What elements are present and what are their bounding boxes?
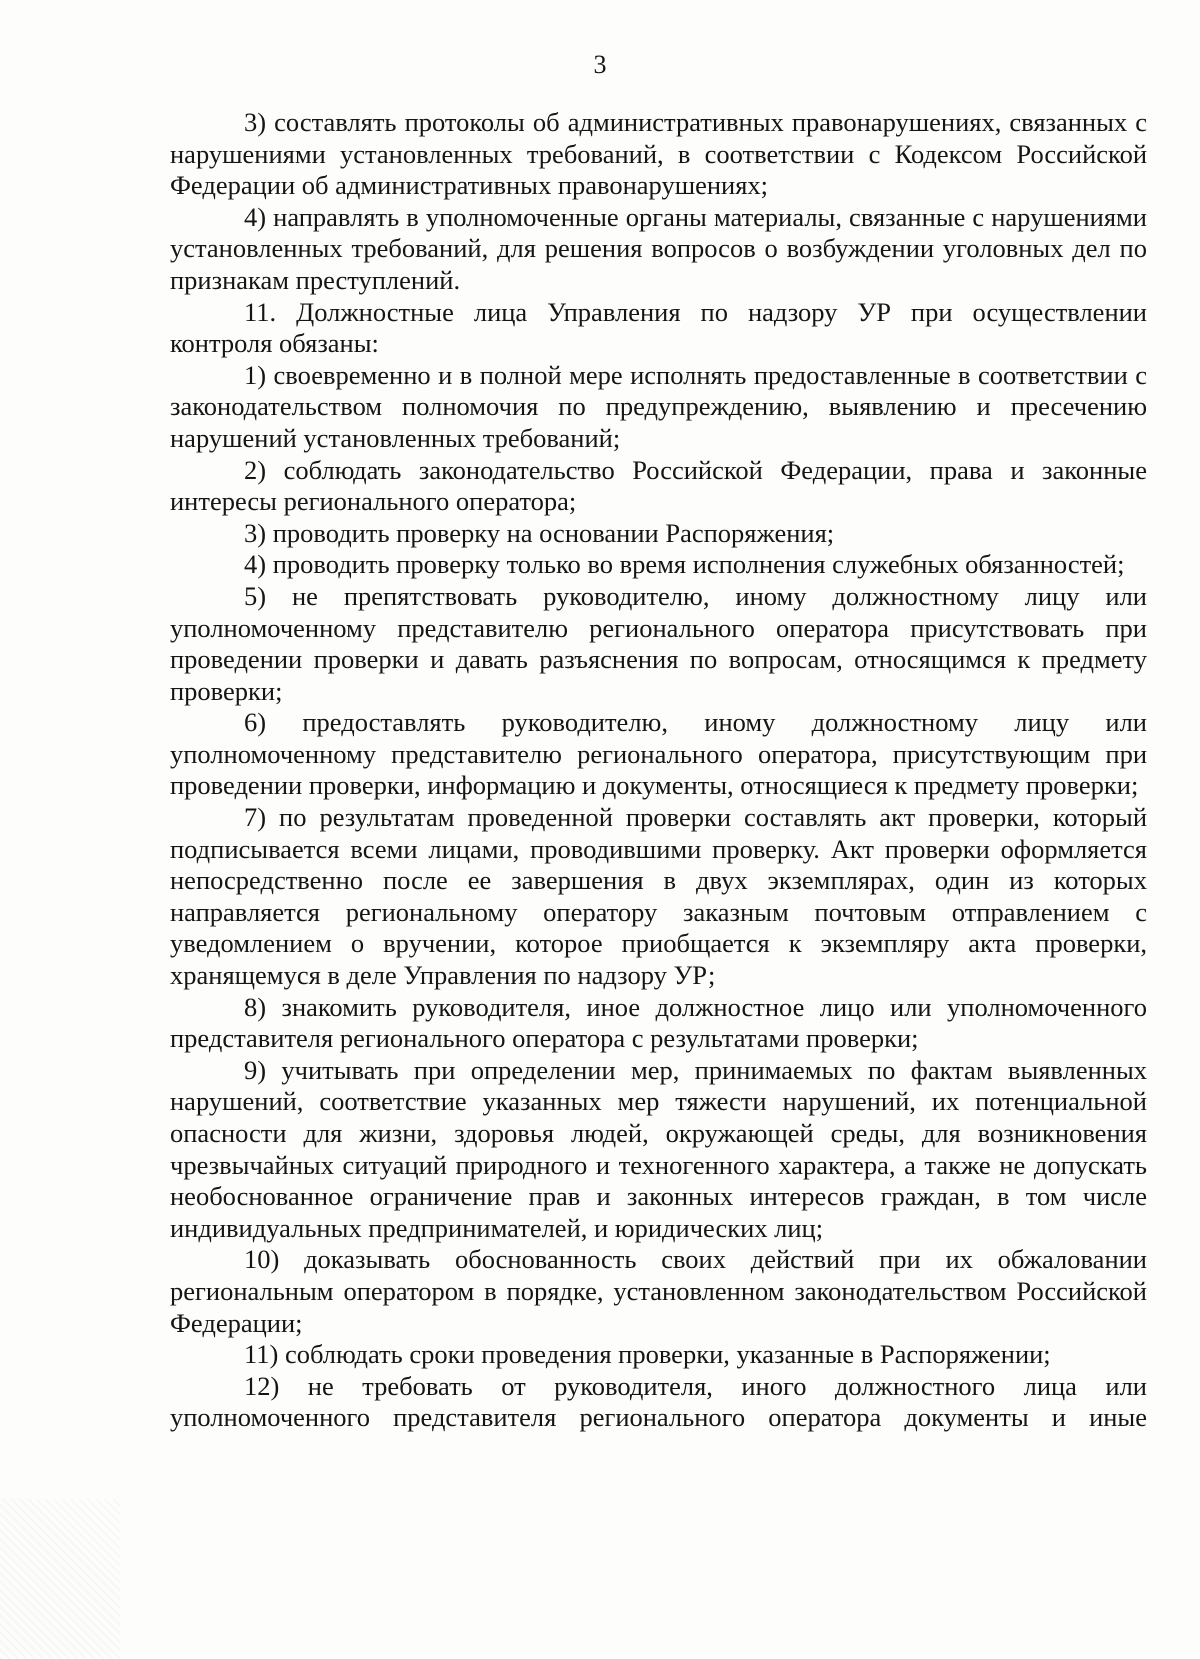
paragraph-duty-10: 10) доказывать обоснованность своих действий при их обжаловании региональным оператором в порядке, установленном законодательством Российской Федерации; [170, 1244, 1147, 1338]
paragraph-duty-5: 5) не препятствовать руководителю, иному должностному лицу или уполномоченному представителю регионального оператора присутствовать при проведении проверки и давать разъяснения по вопросам, относящимся к предмету проверки; [170, 580, 1147, 706]
scan-noise-decoration [0, 1499, 120, 1659]
paragraph-duty-6: 6) предоставлять руководителю, иному должностному лицу или уполномоченному представителю регионального оператора, присутствующим при проведении проверки, информацию и документы, относящиеся к предмету проверки; [170, 707, 1147, 801]
document-body [170, 107, 1147, 1434]
paragraph-duty-12: 12) не требовать от руководителя, иного должностного лица или уполномоченного представителя регионального оператора документы и иные [170, 1370, 1147, 1433]
paragraph-item-4: 4) направлять в уполномоченные органы материалы, связанные с нарушениями установленных требований, для решения вопросов о возбуждении уголовных дел по признакам преступлений. [170, 201, 1147, 295]
paragraph-duty-8: 8) знакомить руководителя, иное должностное лицо или уполномоченного представителя регионального оператора с результатами проверки; [170, 991, 1147, 1054]
paragraph-duty-11: 11) соблюдать сроки проведения проверки, указанные в Распоряжении; [244, 1339, 1051, 1370]
paragraph-duty-9: 9) учитывать при определении мер, принимаемых по фактам выявленных нарушений, соответствие указанных мер тяжести нарушений, их потенциальной опасности для жизни, здоровья людей, окружающей среды, для возникновения чрезвычайных ситуаций природного и техногенного характера, а также не допускать необоснованное ограничение прав и законных интересов граждан, в том числе индивидуальных предпринимателей, и юридических лиц; [170, 1054, 1147, 1243]
page-number: 3 [593, 50, 607, 79]
paragraph-duty-2: 2) соблюдать законодательство Российской Федерации, права и законные интересы регионального оператора; [170, 454, 1147, 517]
paragraph-section-11: 11. Должностные лица Управления по надзору УР при осуществлении контроля обязаны: [170, 296, 1147, 359]
paragraph-duty-3: 3) проводить проверку на основании Распоряжения; [244, 517, 835, 548]
paragraph-item-3: 3) составлять протоколы об административных правонарушениях, связанных с нарушениями установленных требований, в соответствии с Кодексом Российской Федерации об административных правонарушениях; [170, 107, 1147, 201]
paragraph-duty-7: 7) по результатам проведенной проверки составлять акт проверки, который подписывается всеми лицами, проводившими проверку. Акт проверки оформляется непосредственно после ее завершения в двух экземплярах, один из которых направляется региональному оператору заказным почтовым отправлением с уведомлением о вручении, которое приобщается к экземпляру акта проверки, хранящемуся в деле Управления по надзору УР; [170, 802, 1147, 991]
paragraph-duty-4: 4) проводить проверку только во время исполнения служебных обязанностей; [244, 549, 1125, 580]
paragraph-duty-1: 1) своевременно и в полной мере исполнять предоставленные в соответствии с законодательством полномочия по предупреждению, выявлению и пресечению нарушений установленных требований; [170, 359, 1147, 453]
